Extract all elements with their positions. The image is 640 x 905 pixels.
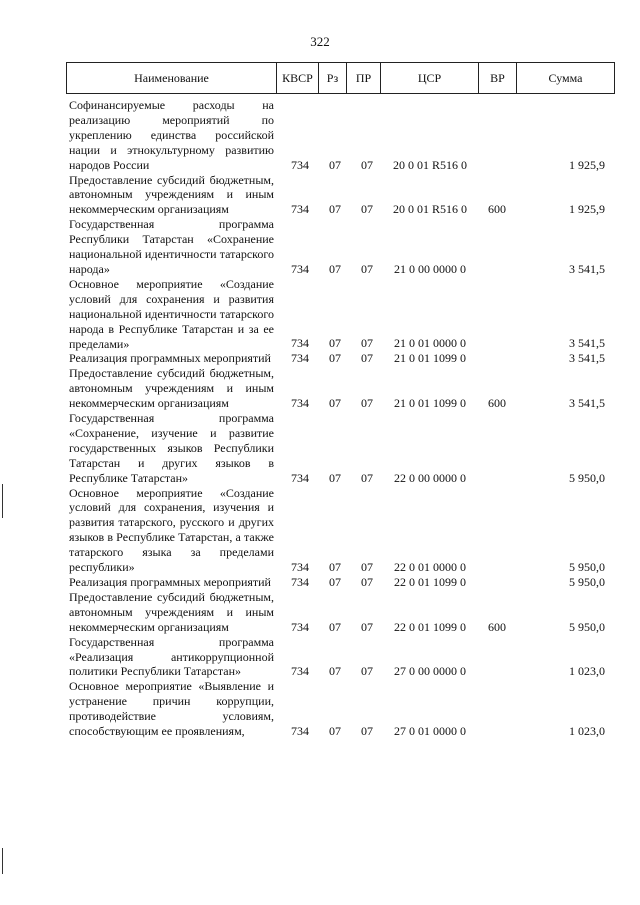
row-pr: 07 [361,470,373,485]
row-rz: 07 [329,664,341,679]
row-rz: 07 [329,470,341,485]
row-csr: 21 0 01 1099 0 [394,396,466,411]
row-sum: 3 541,5 [569,336,605,351]
row-kvsr: 734 [291,157,309,172]
table-row [0,486,640,575]
table-row [0,366,640,411]
row-vr [478,351,516,366]
row-kvsr: 734 [291,470,309,485]
page-number: 322 [310,34,330,49]
table-row [0,173,640,218]
row-name: Предоставление субсидий бюджетным, автономным учреждениям и иным некоммерческим организациям [69,172,274,217]
row-vr [478,575,516,590]
row-csr: 22 0 01 1099 0 [394,619,466,634]
row-name: Государственная программа Республики Татарстан «Сохранение национальной идентичности татарского народа» [69,217,274,276]
row-sum: 3 541,5 [569,351,605,366]
row-rz: 07 [329,336,341,351]
row-csr: 21 0 01 1099 0 [394,351,466,366]
table-header [66,62,615,94]
header-rz: Рз [319,63,347,93]
row-kvsr: 734 [291,261,309,276]
row-pr: 07 [361,157,373,172]
row-kvsr: 734 [291,723,309,738]
row-rz: 07 [329,351,341,366]
table-row [0,679,640,739]
row-sum: 1 925,9 [569,202,605,217]
row-sum: 5 950,0 [569,619,605,634]
row-name: Софинансируемые расходы на реализацию мероприятий по укреплению единства российской нации и этнокультурному развитию народов России [69,98,274,172]
row-kvsr: 734 [291,619,309,634]
header-kvsr: КВСР [277,63,319,93]
row-sum: 5 950,0 [569,574,605,589]
row-vr [478,336,516,351]
row-csr: 21 0 01 0000 0 [394,336,466,351]
row-sum: 1 023,0 [569,723,605,738]
row-name: Основное мероприятие «Создание условий для сохранения и развития национальной идентичности татарского народа в Республике Татарстан и за ее пределами» [69,276,274,351]
table-row [0,217,640,277]
row-csr: 27 0 01 0000 0 [394,723,466,738]
row-csr: 22 0 01 1099 0 [394,574,466,589]
row-kvsr: 734 [291,664,309,679]
table-row [0,575,640,590]
row-rz: 07 [329,157,341,172]
header-sum: Сумма [548,71,583,85]
row-pr: 07 [361,396,373,411]
row-kvsr: 734 [291,351,309,366]
row-pr: 07 [361,560,373,574]
row-sum: 3 541,5 [569,261,605,276]
row-rz: 07 [329,396,341,411]
row-vr [478,560,516,575]
row-sum: 5 950,0 [569,470,605,485]
header-name: Наименование [67,63,277,93]
table-body [0,98,640,739]
row-name: Реализация программных мероприятий [69,351,271,366]
row-name: Основное мероприятие «Выявление и устранение причин коррупции, противодействие условиям, способствующим ее проявлениям, [69,679,274,739]
row-sum: 1 023,0 [569,664,605,679]
table-row [0,277,640,352]
row-rz: 07 [329,619,341,634]
row-vr [478,471,516,486]
row-kvsr: 734 [291,336,309,351]
scan-margin-mark [2,848,3,874]
row-vr [478,262,516,277]
row-rz: 07 [329,574,341,589]
table-row [0,411,640,486]
row-rz: 07 [329,261,341,276]
row-sum: 5 950,0 [569,560,605,574]
row-pr: 07 [361,574,373,589]
row-rz: 07 [329,202,341,217]
table-row [0,351,640,366]
row-pr: 07 [361,664,373,679]
row-kvsr: 734 [291,574,309,589]
row-vr [478,664,516,679]
table-row [0,590,640,635]
row-kvsr: 734 [291,396,309,411]
header-vr: ВР [479,63,517,93]
scan-margin-mark [2,484,3,518]
row-vr: 600 [488,619,506,634]
row-name: Предоставление субсидий бюджетным, автономным учреждениям и иным некоммерческим организациям [69,589,274,634]
row-pr: 07 [361,336,373,351]
row-vr: 600 [488,396,506,411]
row-pr: 07 [361,202,373,217]
row-kvsr: 734 [291,560,309,574]
row-rz: 07 [329,560,341,574]
row-pr: 07 [361,261,373,276]
row-vr [478,158,516,173]
header-csr: ЦСР [381,63,479,93]
row-rz: 07 [329,723,341,738]
row-pr: 07 [361,351,373,366]
row-csr: 22 0 01 0000 0 [394,560,466,574]
header-pr: ПР [347,63,381,93]
row-name: Основное мероприятие «Создание условий для сохранения, изучения и развития татарского, русского и других языков в Республике Татарстан, а также татарского языка за пределами республики» [69,485,274,575]
row-csr: 22 0 00 0000 0 [394,470,466,485]
row-name: Предоставление субсидий бюджетным, автономным учреждениям и иным некоммерческим организациям [69,366,274,411]
row-pr: 07 [361,723,373,738]
table-row [0,635,640,680]
row-vr: 600 [488,202,506,217]
row-name: Реализация программных мероприятий [69,575,271,589]
row-csr: 27 0 00 0000 0 [394,664,466,679]
row-vr [478,724,516,739]
row-sum: 3 541,5 [569,396,605,411]
row-sum: 1 925,9 [569,157,605,172]
row-csr: 20 0 01 R516 0 [392,157,467,172]
row-csr: 20 0 01 R516 0 [392,202,467,217]
row-pr: 07 [361,619,373,634]
row-csr: 21 0 00 0000 0 [394,261,466,276]
row-name: Государственная программа «Сохранение, изучение и развитие государственных языков Республики Татарстан и других языков в Республике Татарстан» [69,411,274,485]
table-row [0,98,640,173]
row-kvsr: 734 [291,202,309,217]
row-name: Государственная программа «Реализация антикоррупционной политики Республики Татарстан» [69,634,274,679]
